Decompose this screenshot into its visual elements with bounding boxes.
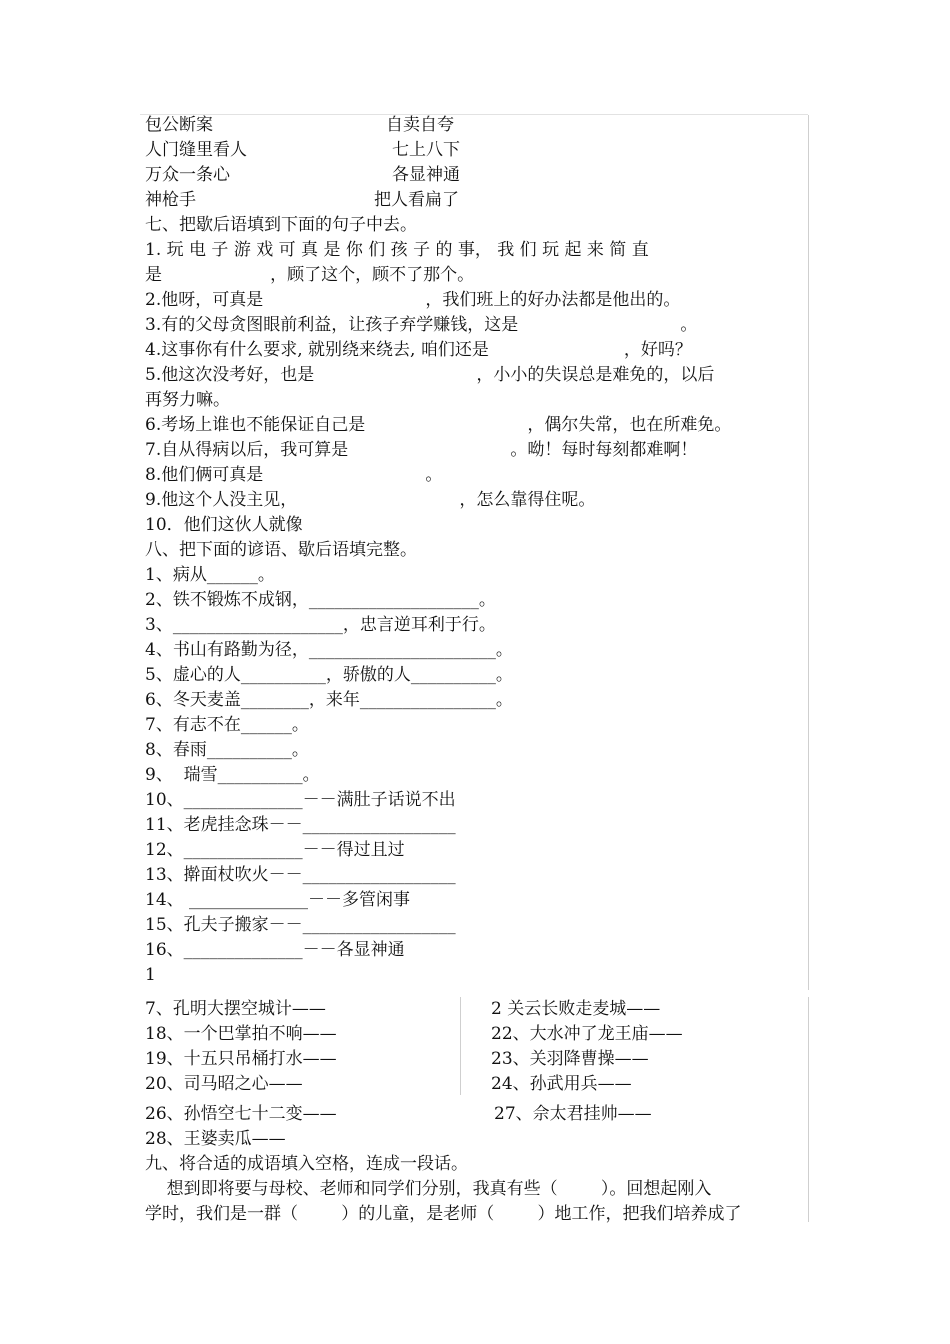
sec7-q5-line2: 再努力嘛。 — [145, 390, 230, 410]
col-right-item-3: 23、关羽降曹操—— — [491, 1049, 649, 1069]
sec7-q7: 7.自从得病以后，我可算是 。呦！每时每刻都难啊！ — [145, 440, 698, 460]
sec7-q2: 2.他呀，可真是 ，我们班上的好办法都是他出的。 — [145, 290, 681, 310]
row26-left: 26、孙悟空七十二变—— — [145, 1104, 337, 1124]
sec8-item-6: 6、冬天麦盖________，来年________________。 — [145, 690, 513, 710]
sec7-q3: 3.有的父母贪图眼前利益，让孩子弃学赚钱，这是 。 — [145, 315, 698, 335]
col-right-item-2: 22、大水冲了龙王庙—— — [491, 1024, 683, 1044]
col-right-item-4: 24、孙武用兵—— — [491, 1074, 632, 1094]
sec8-item-3: 3、____________________，忠言逆耳利于行。 — [145, 615, 496, 635]
sec8-item-12: 12、______________－－得过且过 — [145, 840, 405, 860]
sec8-item-11: 11、老虎挂念珠－－__________________ — [145, 815, 456, 835]
sec8-item-8: 8、春雨__________。 — [145, 740, 309, 760]
pair-right-3: 各显神通 — [392, 165, 460, 185]
sec7-q10: 10．他们这伙人就像 — [145, 515, 303, 535]
row26-right: 27、佘太君挂帅—— — [494, 1104, 652, 1124]
sec7-q1-line2: 是 ，顾了这个，顾不了那个。 — [145, 265, 475, 285]
pair-right-1: 自卖自夸 — [386, 115, 454, 135]
pair-left-2: 人门缝里看人 — [145, 140, 247, 160]
sec9-paragraph-line2: 学时，我们是一群（ ）的儿童，是老师（ ）地工作，把我们培养成了 — [145, 1204, 742, 1224]
pair-left-4: 神枪手 — [145, 190, 196, 210]
sec8-item-7: 7、有志不在______。 — [145, 715, 309, 735]
section-7-title: 七、把歇后语填到下面的句子中去。 — [145, 215, 417, 235]
sec8-item-9: 9、 瑞雪__________。 — [145, 765, 320, 785]
right-border — [808, 115, 809, 990]
sec8-item-2: 2、铁不锻炼不成钢，____________________。 — [145, 590, 496, 610]
pair-left-3: 万众一条心 — [145, 165, 230, 185]
sec8-item-4: 4、书山有路勤为径，______________________。 — [145, 640, 513, 660]
col-left-item-1: 7、孔明大摆空城计—— — [145, 999, 326, 1019]
page-number: 1 — [145, 965, 156, 985]
col-left-item-4: 20、司马昭之心—— — [145, 1074, 303, 1094]
col-left-item-3: 19、十五只吊桶打水—— — [145, 1049, 337, 1069]
sec7-q6: 6.考场上谁也不能保证自己是 ，偶尔失常，也在所难免。 — [145, 415, 732, 435]
sec8-item-5: 5、虚心的人__________，骄傲的人__________。 — [145, 665, 513, 685]
sec7-q1-line1: 1. 玩 电 子 游 戏 可 真 是 你 们 孩 子 的 事， 我 们 玩 起 来 简 直 — [145, 240, 649, 260]
sec9-paragraph-line1: 想到即将要与母校、老师和同学们分别，我真有些（ ）。回想起刚入 — [145, 1179, 712, 1199]
sec7-q4: 4.这事你有什么要求, 就别绕来绕去, 咱们还是 ，好吗？ — [145, 340, 692, 360]
sec7-q9: 9.他这个人没主见， ，怎么靠得住呢。 — [145, 490, 596, 510]
sec8-item-10: 10、______________－－满肚子话说不出 — [145, 790, 456, 810]
column-divider — [460, 997, 461, 1095]
pair-right-4: 把人看扁了 — [374, 190, 459, 210]
section-8-title: 八、把下面的谚语、歇后语填完整。 — [145, 540, 417, 560]
col-right-item-1: 2 关云长败走麦城—— — [491, 999, 661, 1019]
col-left-item-2: 18、一个巴掌拍不响—— — [145, 1024, 337, 1044]
sec8-item-15: 15、孔夫子搬家－－__________________ — [145, 915, 456, 935]
pair-right-2: 七上八下 — [392, 140, 460, 160]
pair-left-1: 包公断案 — [145, 115, 213, 135]
row28: 28、王婆卖瓜—— — [145, 1129, 286, 1149]
sec7-q5-line1: 5.他这次没考好，也是 ，小小的失误总是难免的，以后 — [145, 365, 715, 385]
sec7-q8: 8.他们俩可真是 。 — [145, 465, 443, 485]
section-9-title: 九、将合适的成语填入空格，连成一段话。 — [145, 1154, 468, 1174]
top-border — [140, 114, 808, 115]
right-border-lower — [808, 997, 809, 1222]
sec8-item-14: 14、 ______________－－多管闲事 — [145, 890, 411, 910]
sec8-item-16: 16、______________－－各显神通 — [145, 940, 405, 960]
sec8-item-1: 1、病从______。 — [145, 565, 275, 585]
sec8-item-13: 13、擀面杖吹火－－__________________ — [145, 865, 456, 885]
